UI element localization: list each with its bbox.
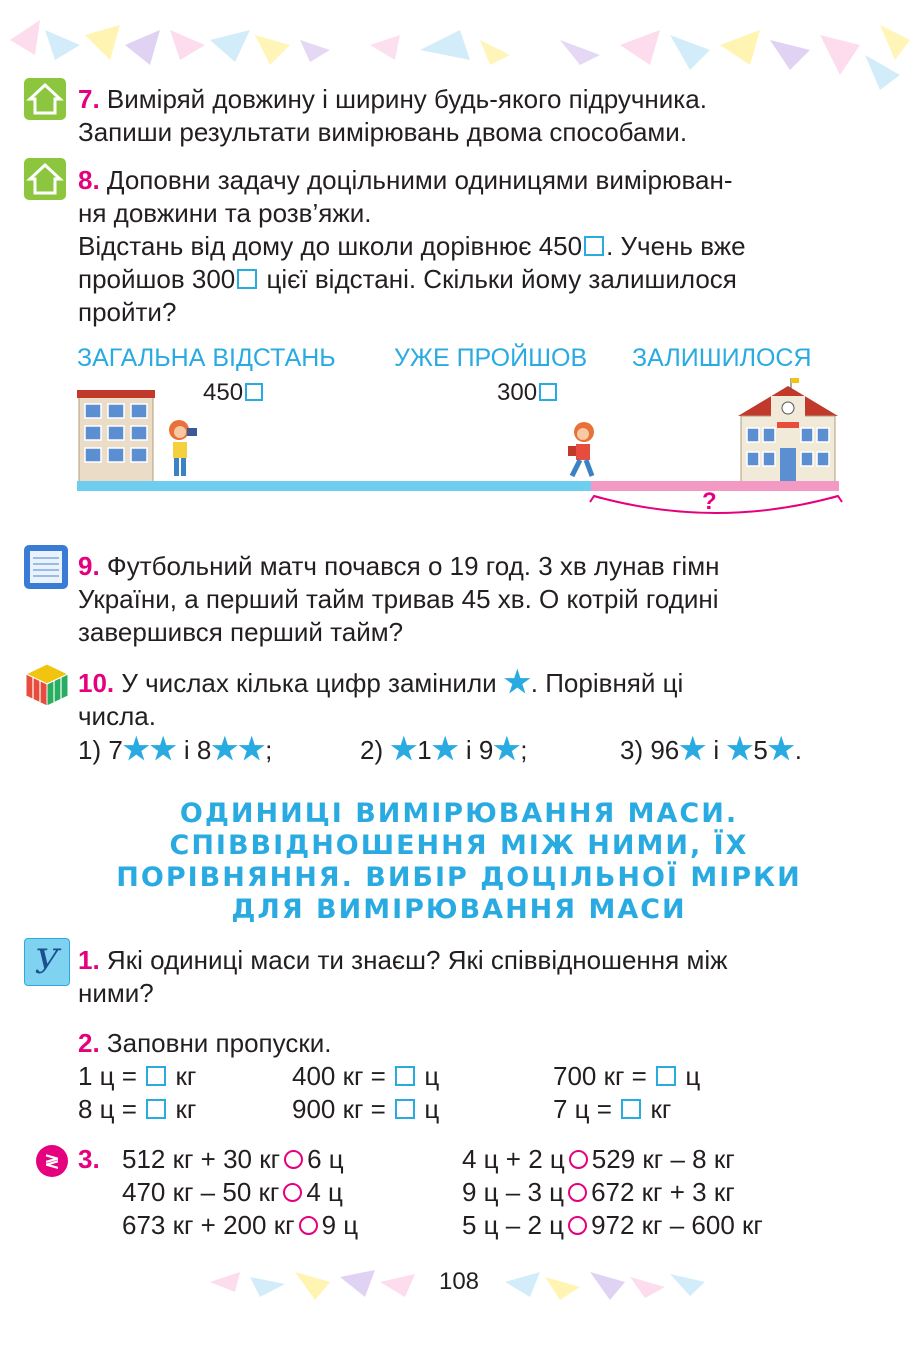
- blank-circle: [568, 1216, 587, 1235]
- task-9-number: 9.: [78, 551, 100, 581]
- pair-3-part: 5: [753, 735, 768, 765]
- task-8-line-4-end: цієї відстані. Скільки йому залишилося: [259, 264, 737, 294]
- pair-1-part: і 8: [176, 735, 212, 765]
- blank-circle: [283, 1183, 302, 1202]
- section-heading-line-1: ОДИНИЦІ ВИМІРЮВАННЯ МАСИ.: [179, 798, 739, 829]
- compare-left: 5 ц – 2 ц: [462, 1210, 565, 1240]
- star-icon: ★: [503, 666, 531, 699]
- compare-left: 4 ц + 2 ц: [462, 1144, 565, 1174]
- task-10-pair-1: [78, 733, 272, 767]
- section-task-1-number: 1.: [78, 945, 100, 975]
- task-8-line-1: Доповни задачу доцільними одиницями вимірюван-: [106, 165, 733, 195]
- compare-item: [462, 1209, 763, 1242]
- task-7: [78, 83, 840, 149]
- oral-task-icon: У: [24, 938, 70, 986]
- task-8-number: 8.: [78, 165, 100, 195]
- task-9-line-1: Футбольний матч почався о 19 год. 3 хв лунав гімн: [106, 551, 720, 581]
- task-8-line-4: пройшов 300: [78, 264, 236, 294]
- star-icon: ★: [493, 733, 521, 766]
- star-icon: ★: [149, 733, 177, 766]
- blank-square: [539, 383, 557, 401]
- fill-item-unit: ц: [678, 1061, 701, 1091]
- pair-2-part: 2): [360, 735, 391, 765]
- task-7-line-1: Виміряй довжину і ширину будь-якого підручника.: [106, 84, 707, 114]
- task-8-line-5: пройти?: [78, 297, 177, 327]
- label-walked: УЖЕ ПРОЙШОВ: [394, 344, 588, 372]
- blank-square: [146, 1099, 166, 1119]
- star-icon: ★: [390, 733, 418, 766]
- fill-item-text: 700 кг =: [553, 1061, 655, 1091]
- blank-square: [395, 1099, 415, 1119]
- compare-left: 470 кг – 50 кг: [122, 1177, 280, 1207]
- star-icon: ★: [211, 733, 239, 766]
- blank-square: [656, 1066, 676, 1086]
- fill-item-text: 7 ц =: [553, 1094, 620, 1124]
- compare-right: 529 кг – 8 кг: [591, 1144, 735, 1174]
- blank-circle: [569, 1150, 588, 1169]
- task-8-line-3: Відстань від дому до школи дорівнює 450: [78, 231, 583, 261]
- task-9-line-3: завершився перший тайм?: [78, 617, 404, 647]
- task-10-pair-2: [360, 733, 527, 767]
- task-7-line-2: Запиши результати вимірювань двома способами.: [78, 117, 688, 147]
- child-walking-illustration: [562, 420, 604, 482]
- section-heading-line-3: ПОРІВНЯННЯ. ВИБІР ДОЦІЛЬНОЇ МІРКИ: [116, 862, 802, 893]
- compare-left: 9 ц – 3 ц: [462, 1177, 565, 1207]
- blank-square: [584, 236, 604, 256]
- pair-2-part: і 9: [458, 735, 494, 765]
- task-9-line-2: України, а перший тайм тривав 45 хв. О котрій годині: [78, 584, 719, 614]
- home-task-icon: [24, 158, 66, 200]
- task-10-line-1-end: . Порівняй ці: [530, 668, 684, 698]
- notebook-icon: [24, 545, 68, 589]
- home-task-icon: [24, 78, 66, 120]
- compare-item: [462, 1176, 735, 1209]
- pair-3-part: і: [706, 735, 727, 765]
- fill-item-text: 400 кг =: [292, 1061, 394, 1091]
- fill-item-unit: кг: [643, 1094, 672, 1124]
- task-8-line-2: ня довжини та розв’яжи.: [78, 198, 372, 228]
- compare-right: 6 ц: [307, 1144, 344, 1174]
- blank-circle: [299, 1216, 318, 1235]
- section-task-1: [78, 944, 840, 1010]
- section-heading-line-2: СПІВВІДНОШЕННЯ МІЖ НИМИ, ЇХ: [169, 830, 749, 861]
- star-icon: ★: [679, 733, 707, 766]
- task-10-line-1: У числах кілька цифр замінили: [121, 668, 497, 698]
- pair-3-part: .: [794, 735, 802, 765]
- section-task-1-line-2: ними?: [78, 978, 154, 1008]
- fill-item: [553, 1060, 700, 1093]
- school-illustration: [733, 376, 843, 482]
- distance-diagram: [0, 340, 918, 525]
- pair-2-part: ;: [520, 735, 528, 765]
- fill-item: [78, 1060, 196, 1093]
- star-icon: ★: [431, 733, 459, 766]
- compare-right: 4 ц: [306, 1177, 343, 1207]
- top-garland-decoration: [0, 0, 918, 90]
- compare-left: 673 кг + 200 кг: [122, 1210, 295, 1240]
- section-task-2-number: 2.: [78, 1028, 100, 1058]
- fill-item-text: 900 кг =: [292, 1094, 394, 1124]
- star-icon: ★: [238, 733, 266, 766]
- task-8: [78, 164, 840, 329]
- section-task-3-number: 3.: [78, 1144, 100, 1174]
- compare-item: [122, 1209, 358, 1242]
- value-total-number: 450: [203, 379, 244, 406]
- compare-item: [122, 1143, 344, 1176]
- fill-item-unit: ц: [417, 1094, 440, 1124]
- fill-item: [553, 1093, 671, 1126]
- task-10: [78, 666, 840, 733]
- pair-3-part: 3) 96: [620, 735, 680, 765]
- star-icon: ★: [122, 733, 150, 766]
- compare-right: 972 кг – 600 кг: [591, 1210, 763, 1240]
- fill-item: [292, 1060, 439, 1093]
- pair-1-part: ;: [265, 735, 273, 765]
- section-task-1-line-1: Які одиниці маси ти знаєш? Які співвідношення між: [106, 945, 728, 975]
- task-7-number: 7.: [78, 84, 100, 114]
- bar-walked-distance: [77, 481, 591, 491]
- pair-1-part: 1) 7: [78, 735, 123, 765]
- task-8-line-3-end: . Учень вже: [606, 231, 746, 261]
- fill-item: [78, 1093, 196, 1126]
- blank-square: [245, 383, 263, 401]
- fill-item-unit: кг: [168, 1094, 197, 1124]
- blank-square: [395, 1066, 415, 1086]
- section-task-2-title-text: Заповни пропуски.: [106, 1028, 332, 1058]
- house-illustration: [77, 390, 155, 482]
- fill-item: [292, 1093, 439, 1126]
- pair-2-part: 1: [417, 735, 432, 765]
- task-10-line-2: числа.: [78, 701, 156, 731]
- compare-right: 9 ц: [321, 1210, 359, 1240]
- star-icon: ★: [726, 733, 754, 766]
- star-icon: ★: [767, 733, 795, 766]
- blank-circle: [568, 1183, 587, 1202]
- rubiks-cube-icon: [24, 662, 70, 708]
- task-9: [78, 550, 840, 649]
- compare-item: [122, 1176, 343, 1209]
- compare-icon: ≷: [36, 1145, 68, 1177]
- value-total: [203, 379, 265, 407]
- task-10-pair-3: [620, 733, 802, 767]
- question-mark: ?: [702, 488, 717, 515]
- blank-circle: [284, 1150, 303, 1169]
- child-walking-illustration: [163, 418, 201, 480]
- value-walked-number: 300: [497, 379, 538, 406]
- blank-square: [237, 269, 257, 289]
- section-heading-line-4: ДЛЯ ВИМІРЮВАННЯ МАСИ: [231, 894, 687, 925]
- fill-item-text: 8 ц =: [78, 1094, 145, 1124]
- page-number: 108: [438, 1268, 480, 1295]
- compare-right: 672 кг + 3 кг: [591, 1177, 735, 1207]
- label-total-distance: ЗАГАЛЬНА ВІДСТАНЬ: [77, 344, 336, 372]
- label-remaining: ЗАЛИШИЛОСЯ: [632, 344, 812, 372]
- fill-item-unit: ц: [417, 1061, 440, 1091]
- fill-item-unit: кг: [168, 1061, 197, 1091]
- compare-left: 512 кг + 30 кг: [122, 1144, 281, 1174]
- value-walked: [497, 379, 559, 407]
- task-10-number: 10.: [78, 668, 115, 698]
- blank-square: [146, 1066, 166, 1086]
- fill-item-text: 1 ц =: [78, 1061, 145, 1091]
- compare-item: [462, 1143, 735, 1176]
- blank-square: [621, 1099, 641, 1119]
- section-task-2-title: [78, 1027, 331, 1060]
